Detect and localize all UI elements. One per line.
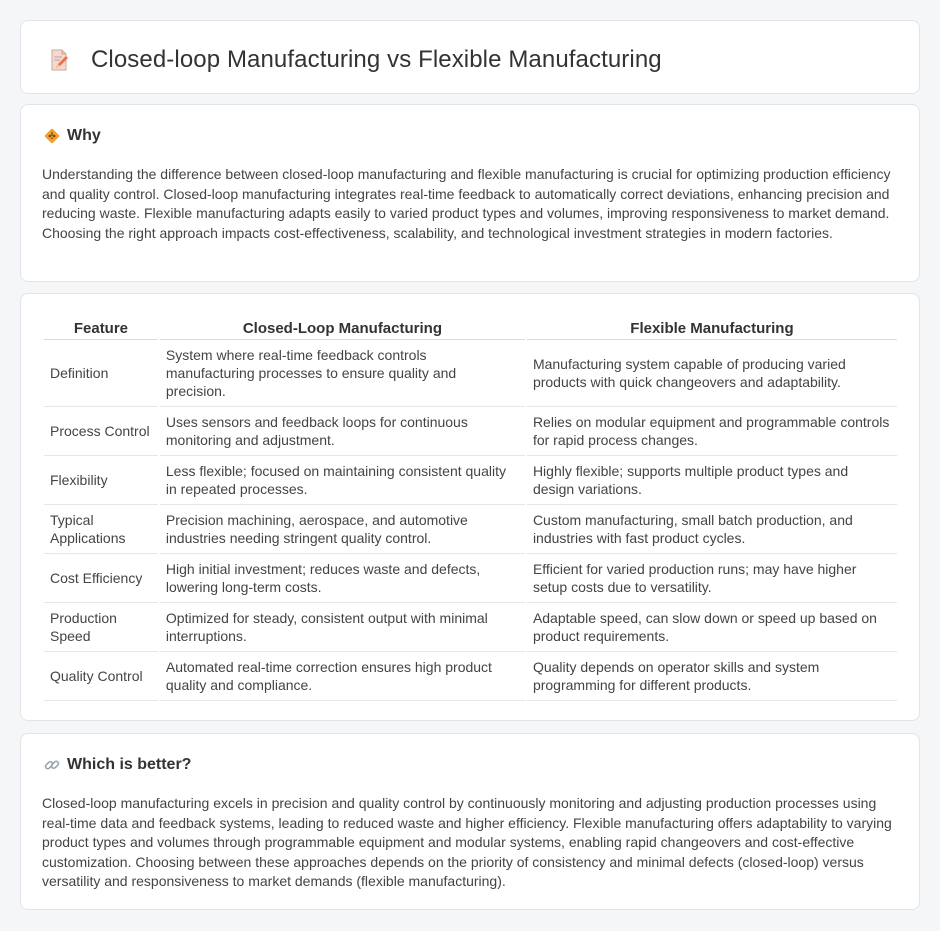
row-closed-loop: Uses sensors and feedback loops for continuous monitoring and adjustment.	[160, 407, 525, 456]
title-row	[47, 46, 662, 74]
row-flexible: Efficient for varied production runs; may have higher setup costs due to versatility.	[527, 554, 897, 603]
comparison-table	[42, 316, 899, 701]
header-feature: Feature	[44, 316, 158, 340]
page-title: Closed-loop Manufacturing vs Flexible Manufacturing	[91, 46, 662, 73]
why-heading	[43, 127, 101, 145]
why-text: Understanding the difference between closed-loop manufacturing and flexible manufacturing is crucial for optimizing production efficiency and quality control. Closed-loop manufacturing integrates real-time feedback to automatically correct deviations, enhancing precision and reducing waste. Flexible manufacturing adapts easily to varied product types and volumes, improving responsiveness to market demand. Choosing the right approach impacts cost-effectiveness, scalability, and technological investment strategies in modern factories.	[42, 166, 891, 241]
row-feature: Process Control	[44, 407, 158, 456]
table-row	[44, 554, 897, 603]
row-feature: Production Speed	[44, 603, 158, 652]
better-heading	[43, 756, 191, 774]
row-closed-loop: Precision machining, aerospace, and automotive industries needing stringent quality control.	[160, 505, 525, 554]
row-closed-loop: Automated real-time correction ensures high product quality and compliance.	[160, 652, 525, 701]
table-header-row	[44, 316, 897, 340]
row-flexible: Highly flexible; supports multiple product types and design variations.	[527, 456, 897, 505]
title-card	[20, 20, 920, 94]
table-row	[44, 505, 897, 554]
comparison-section	[20, 293, 920, 721]
table-row	[44, 407, 897, 456]
table-row	[44, 340, 897, 407]
which-better-section	[20, 733, 920, 910]
row-flexible: Relies on modular equipment and programmable controls for rapid process changes.	[527, 407, 897, 456]
row-feature: Definition	[44, 340, 158, 407]
row-flexible: Manufacturing system capable of producing varied products with quick changeovers and adaptability.	[527, 340, 897, 407]
row-feature: Typical Applications	[44, 505, 158, 554]
table-row	[44, 456, 897, 505]
row-closed-loop: Less flexible; focused on maintaining consistent quality in repeated processes.	[160, 456, 525, 505]
link-icon	[43, 756, 61, 774]
why-section	[20, 104, 920, 282]
why-title: Why	[67, 127, 101, 144]
better-text: Closed-loop manufacturing excels in precision and quality control by continuously monitoring and adjusting production processes using real-time data and feedback systems, leading to reduced waste and higher efficiency. Flexible manufacturing offers adaptability to varying product types and volumes through programmable equipment and modular systems, enabling rapid changeovers and cost-effective customization. Choosing between these approaches depends on the priority of consistency and minimal defects (closed-loop) versus versatility and responsiveness to market demands (flexible manufacturing).	[42, 795, 892, 889]
better-title: Which is better?	[67, 756, 192, 773]
row-flexible: Adaptable speed, can slow down or speed up based on product requirements.	[527, 603, 897, 652]
row-feature: Quality Control	[44, 652, 158, 701]
diamond-warning-icon	[43, 127, 61, 145]
table-row	[44, 652, 897, 701]
row-feature: Flexibility	[44, 456, 158, 505]
header-closed-loop: Closed-Loop Manufacturing	[160, 316, 525, 340]
table-row	[44, 603, 897, 652]
row-closed-loop: Optimized for steady, consistent output with minimal interruptions.	[160, 603, 525, 652]
row-flexible: Quality depends on operator skills and system programming for different products.	[527, 652, 897, 701]
row-closed-loop: System where real-time feedback controls manufacturing processes to ensure quality and precision.	[160, 340, 525, 407]
header-flexible: Flexible Manufacturing	[527, 316, 897, 340]
document-edit-icon	[47, 48, 71, 72]
row-closed-loop: High initial investment; reduces waste and defects, lowering long-term costs.	[160, 554, 525, 603]
row-feature: Cost Efficiency	[44, 554, 158, 603]
row-flexible: Custom manufacturing, small batch production, and industries with fast product cycles.	[527, 505, 897, 554]
